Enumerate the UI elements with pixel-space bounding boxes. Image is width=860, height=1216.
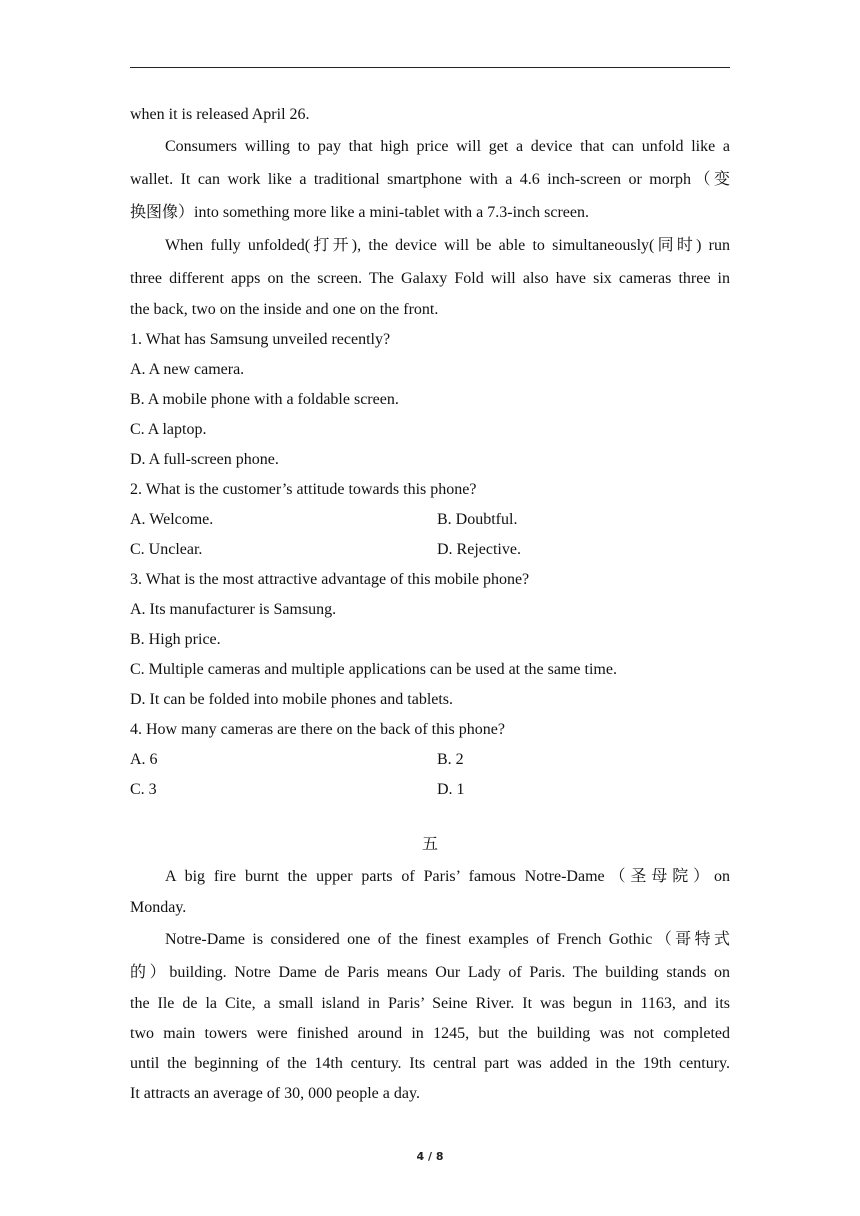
question-1: 1. What has Samsung unveiled recently? — [130, 331, 391, 348]
options-row — [130, 535, 730, 565]
option-2a: A. Welcome. — [130, 511, 214, 528]
page-number: 4 / 8 — [416, 1150, 444, 1163]
option-3a: A. Its manufacturer is Samsung. — [130, 601, 337, 618]
passage-line: When fully unfolded(打开), the device will be able to simultaneously(同时) run — [165, 237, 730, 254]
passage-line: It attracts an average of 30, 000 people a day. — [130, 1085, 420, 1102]
question-2: 2. What is the customer’s attitude towards this phone? — [130, 481, 477, 498]
passage-line: Notre-Dame is considered one of the finest examples of French Gothic（哥特式 — [165, 931, 730, 948]
passage-line: 换图像）into something more like a mini-tablet with a 7.3-inch screen. — [130, 204, 590, 221]
options-row — [130, 505, 730, 535]
option-1d: D. A full-screen phone. — [130, 451, 279, 468]
option-4d: D. 1 — [437, 781, 465, 798]
section-gap — [130, 805, 730, 830]
passage-line: the Ile de la Cite, a small island in Paris’ Seine River. It was begun in 1163, and its — [130, 995, 730, 1012]
option-3c: C. Multiple cameras and multiple applications can be used at the same time. — [130, 661, 617, 678]
option-4b: B. 2 — [437, 751, 464, 768]
passage-line: wallet. It can work like a traditional smartphone with a 4.6 inch-screen or morph（变 — [130, 171, 730, 188]
options-row — [130, 775, 730, 805]
option-2b: B. Doubtful. — [437, 511, 518, 528]
passage-line: Monday. — [130, 899, 187, 916]
question-3: 3. What is the most attractive advantage of this mobile phone? — [130, 571, 530, 588]
option-4c: C. 3 — [130, 781, 157, 798]
section-heading: 五 — [421, 836, 438, 853]
option-2d: D. Rejective. — [437, 541, 521, 558]
document-body — [130, 100, 730, 1109]
option-1b: B. A mobile phone with a foldable screen. — [130, 391, 399, 408]
passage-line: 的）building. Notre Dame de Paris means Our Lady of Paris. The building stands on — [130, 964, 730, 981]
passage-line: A big fire burnt the upper parts of Paris’ famous Notre-Dame（圣母院）on — [165, 868, 730, 885]
options-row — [130, 745, 730, 775]
passage-line: when it is released April 26. — [130, 106, 310, 123]
passage-line: until the beginning of the 14th century. Its central part was added in the 19th century. — [130, 1055, 730, 1072]
passage-line: three different apps on the screen. The Galaxy Fold will also have six cameras three in — [130, 270, 730, 287]
option-1a: A. A new camera. — [130, 361, 245, 378]
option-3b: B. High price. — [130, 631, 221, 648]
passage-line: Consumers willing to pay that high price will get a device that can unfold like a — [165, 138, 730, 155]
option-2c: C. Unclear. — [130, 541, 203, 558]
option-3d: D. It can be folded into mobile phones and tablets. — [130, 691, 454, 708]
passage-line: two main towers were finished around in 1245, but the building was not completed — [130, 1025, 730, 1042]
option-1c: C. A laptop. — [130, 421, 207, 438]
header-rule — [130, 67, 730, 68]
option-4a: A. 6 — [130, 751, 158, 768]
question-4: 4. How many cameras are there on the back of this phone? — [130, 721, 505, 738]
passage-line: the back, two on the inside and one on the front. — [130, 301, 439, 318]
